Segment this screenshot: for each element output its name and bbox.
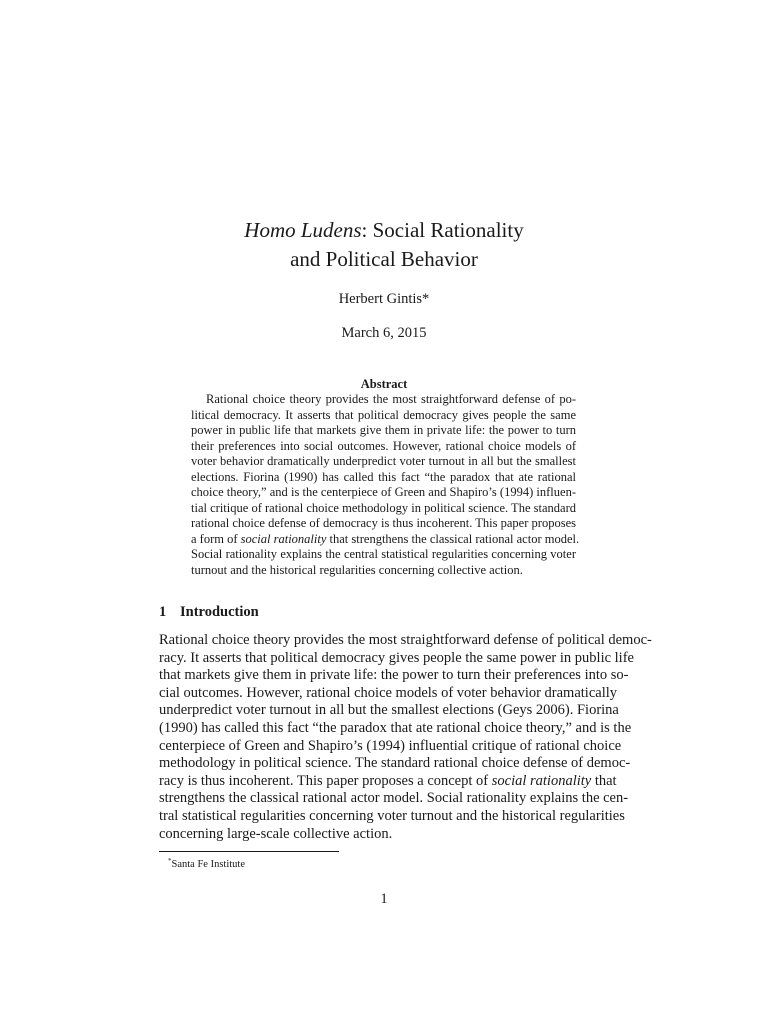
body-line9-post: that [591,772,617,789]
body-line: concerning large-scale collective action. [159,825,393,842]
abstract-text [191,392,580,578]
body-line: centerpiece of Green and Shapiro’s (1994) influential critique of rational choice [159,737,622,754]
abstract-heading: Abstract [360,377,408,391]
abstract-line: voter behavior dramatically underpredict voter turnout in all but the smallest [191,454,576,468]
body-paragraph [159,632,652,843]
footnote-mark: * [168,857,172,865]
body-line: methodology in political science. The standard rational choice defense of democ- [159,755,631,772]
section-number: 1 [159,604,167,620]
abstract-line: turnout and the historical regularities concerning collective action. [191,562,523,577]
title-line2: and Political Behavior [290,247,478,271]
abstract-line: their preferences into social outcomes. However, rational choice models of [191,438,576,453]
paper-title [0,216,768,274]
abstract-line: elections. Fiorina (1990) has called this fact “the paradox that ate rational [191,469,576,484]
abstract-line [191,531,580,548]
title-rest: : Social Rationality [361,218,524,242]
body-line: racy. It asserts that political democracy gives people the same power in public life [159,649,634,666]
footnote-rule [159,851,339,852]
body-line: that markets give them in private life: the power to turn their preferences into so- [159,667,629,684]
abstract-line: rational choice defense of democracy is thus incoherent. This paper proposes [191,516,576,530]
footnote [168,855,245,871]
section-title: Introduction [180,604,259,620]
page-number: 1 [380,891,388,907]
body-italic-term: social rationality [491,772,592,789]
title-italic: Homo Ludens [244,218,362,242]
section-heading [159,603,259,621]
abstract-line: litical democracy. It asserts that political democracy gives people the same [191,407,576,422]
abstract-line: tial critique of rational choice methodology in political science. The standard [191,500,576,515]
body-line [159,772,617,791]
abstract-line10-post: that strengthens the classical rational actor model. [326,531,580,546]
abstract-line: choice theory,” and is the centerpiece of Green and Shapiro’s (1994) influen- [191,485,576,499]
abstract-line: Rational choice theory provides the most straightforward defense of po- [206,392,576,406]
abstract-line: power in public life that markets give them in private life: the power to turn [191,423,576,437]
footnote-text: Santa Fe Institute [171,859,245,870]
body-line9-pre: racy is thus incoherent. This paper proposes a concept of [159,772,492,789]
author: Herbert Gintis* [338,291,430,307]
body-line: (1990) has called this fact “the paradox that ate rational choice theory,” and is the [159,719,632,736]
abstract-line10-pre: a form of [191,531,241,546]
body-line: Rational choice theory provides the most straightforward defense of political democ- [159,632,652,648]
body-line: cial outcomes. However, rational choice models of voter behavior dramatically [159,684,618,701]
date: March 6, 2015 [341,325,427,341]
body-line: tral statistical regularities concerning voter turnout and the historical regularities [159,807,625,824]
abstract-italic-term: social rationality [240,531,327,546]
abstract-line: Social rationality explains the central statistical regularities concerning voter [191,547,576,561]
body-line: strengthens the classical rational actor model. Social rationality explains the cen- [159,790,629,807]
body-line: underpredict voter turnout in all but the smallest elections (Geys 2006). Fiorina [159,702,619,719]
